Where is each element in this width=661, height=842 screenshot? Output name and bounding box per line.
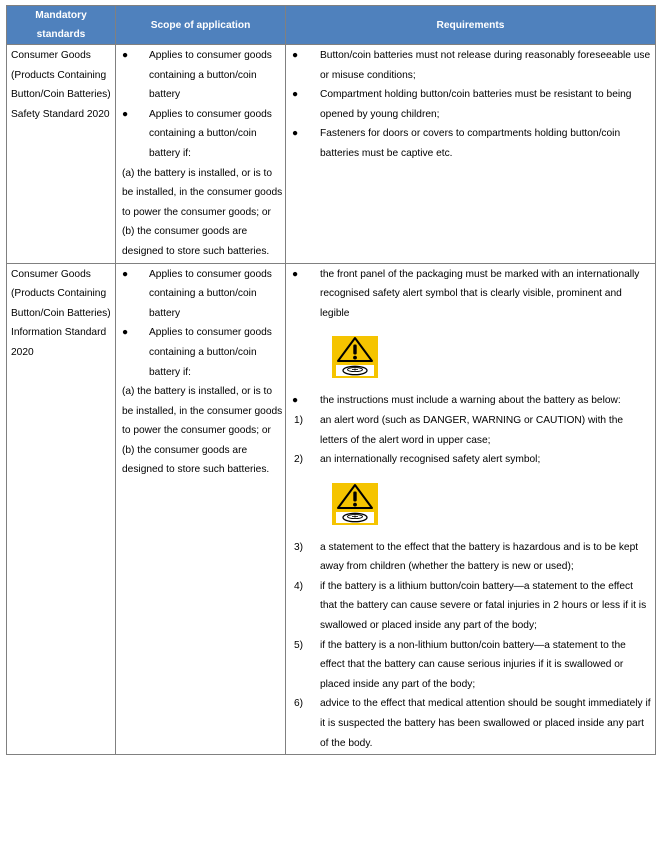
bullet-icon: ●: [292, 268, 299, 280]
scope-cell: [116, 263, 286, 755]
scope-bullet: ● Applies to consumer goods containing a button/coin battery: [122, 46, 283, 105]
header-mandatory-standards: Mandatory standards: [7, 6, 116, 45]
requirements-cell: [286, 45, 656, 264]
header-requirements: Requirements: [286, 6, 656, 45]
bullet-icon: ●: [292, 395, 299, 407]
numbered-item: 5) if the battery is a non-lithium button/coin battery—a statement to the effect that the battery can cause serious injuries if it is swallowed or placed inside any part of the body;: [294, 639, 626, 690]
bullet-icon: ●: [292, 128, 299, 140]
header-scope: Scope of application: [116, 6, 286, 45]
numbered-item: 2) an internationally recognised safety alert symbol;: [294, 454, 541, 466]
standards-table: [6, 5, 656, 755]
bullet-icon: ●: [292, 50, 299, 61]
requirement-bullet: ● Button/coin batteries must not release during reasonably foreseeable use or misuse conditions;: [292, 46, 651, 85]
scope-bullet: ● Applies to consumer goods containing a button/coin battery if:: [122, 323, 283, 382]
scope-cell: [116, 45, 286, 264]
requirement-bullet: ● the front panel of the packaging must be marked with an internationally recognised safety alert symbol that is clearly visible, prominent and legible: [292, 265, 651, 324]
requirements-cell: [286, 263, 656, 755]
header-row: [7, 6, 656, 45]
bullet-icon: ●: [122, 268, 129, 280]
scope-note: (a) the battery is installed, or is to be installed, in the consumer goods to power the consumer goods; or: [122, 167, 283, 218]
requirement-bullet: ● Fasteners for doors or covers to compartments holding button/coin batteries must be captive etc.: [292, 124, 651, 163]
battery-warning-icon: [332, 483, 378, 525]
scope-bullet: ● Applies to consumer goods containing a button/coin battery: [122, 265, 283, 324]
numbered-item: 1) an alert word (such as DANGER, WARNING or CAUTION) with the letters of the alert word in upper case;: [294, 414, 624, 446]
scope-note: (b) the consumer goods are designed to store such batteries.: [122, 226, 270, 257]
standard-name: Consumer Goods (Products Containing Button/Coin Batteries) Safety Standard 2020: [7, 45, 116, 264]
numbered-item: 4) if the battery is a lithium button/coin battery—a statement to the effect that the battery can cause severe or fatal injuries in 2 hours or less if it is swallowed or placed inside any part of the body;: [294, 580, 647, 632]
bullet-icon: ●: [122, 50, 129, 61]
table-row: [7, 263, 656, 755]
table-row: [7, 45, 656, 264]
battery-warning-icon: [332, 336, 378, 378]
bullet-icon: ●: [122, 108, 129, 120]
standard-name: Consumer Goods (Products Containing Button/Coin Batteries) Information Standard 2020: [7, 263, 116, 755]
scope-note: (b) the consumer goods are designed to store such batteries.: [122, 444, 270, 476]
bullet-icon: ●: [122, 327, 129, 339]
scope-note: (a) the battery is installed, or is to be installed, in the consumer goods to power the consumer goods; or: [122, 386, 283, 437]
scope-bullet: ● Applies to consumer goods containing a button/coin battery if:: [122, 105, 283, 164]
requirement-bullet: ● Compartment holding button/coin batteries must be resistant to being opened by young children;: [292, 85, 651, 124]
requirement-bullet: ● the instructions must include a warning about the battery as below:: [292, 391, 651, 411]
bullet-icon: ●: [292, 89, 299, 101]
numbered-item: 3) a statement to the effect that the battery is hazardous and is to be kept away from children (whether the battery is new or used);: [294, 541, 639, 573]
numbered-item: 6) advice to the effect that medical attention should be sought immediately if it is suspected the battery has been swallowed or placed inside any part of the body.: [294, 698, 651, 749]
